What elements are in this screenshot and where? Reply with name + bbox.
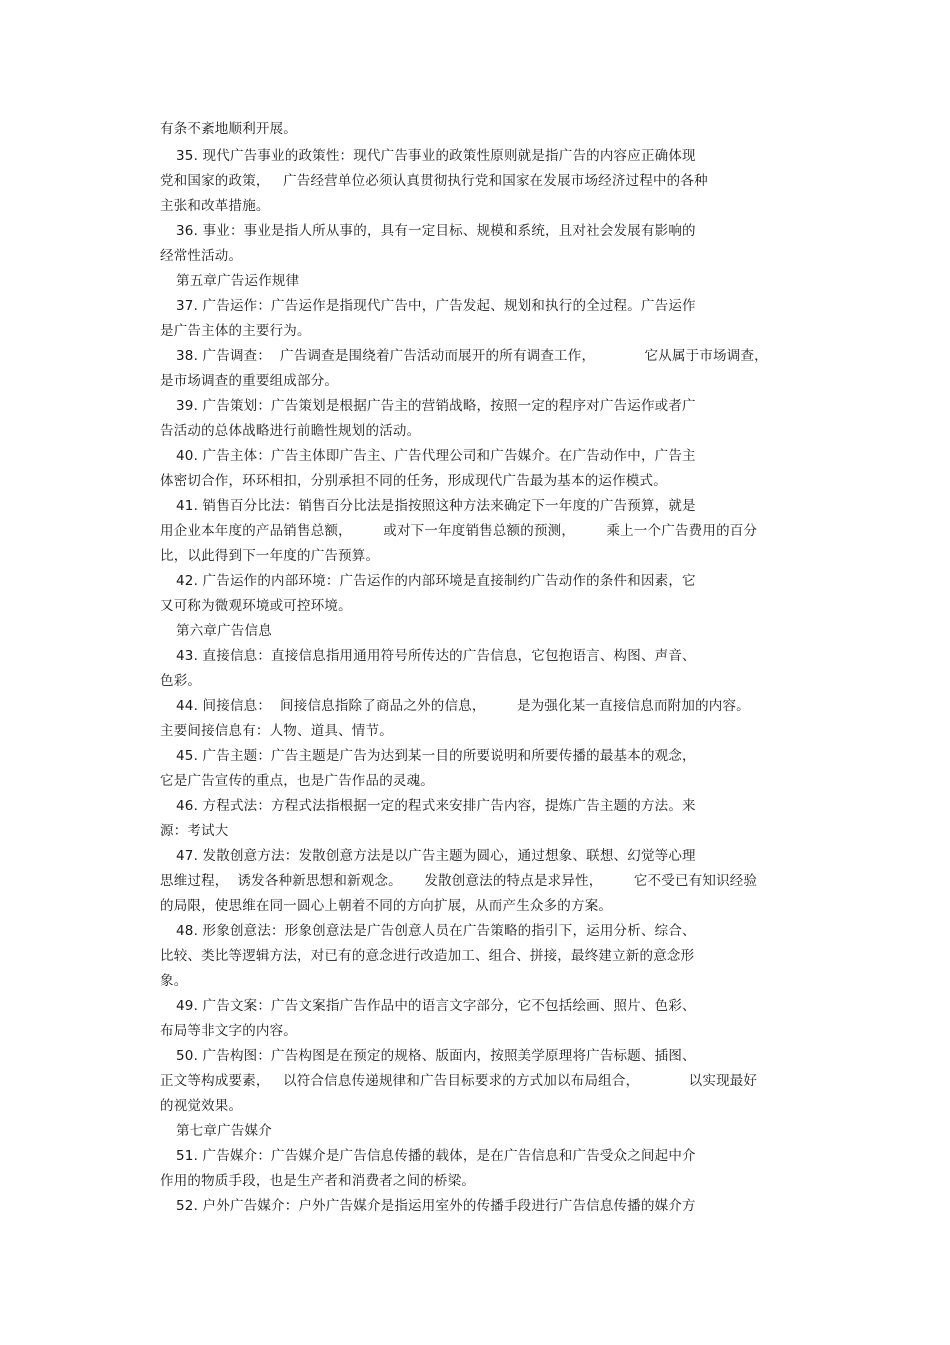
text-line: 有条不紊地顺利开展。 (160, 121, 297, 137)
text-line: 比较、类比等逻辑方法，对已有的意念进行改造加工、组合、拼接，最终建立新的意念形 (160, 948, 695, 964)
text-line: 39. 广告策划：广告策划是根据广告主的营销战略，按照一定的程序对广告运作或者广 (176, 398, 696, 414)
text-line: 49. 广告文案：广告文案指广告作品中的语言文字部分，它不包括绘画、照片、色彩、 (176, 998, 696, 1014)
text-line: 45. 广告主题：广告主题是广告为达到某一目的所要说明和所要传播的最基本的观念， (176, 748, 696, 764)
text-line: 是市场调查的重要组成部分。 (160, 373, 339, 389)
text-line: 又可称为微观环境或可控环境。 (160, 598, 352, 614)
text-line: 主张和改革措施。 (160, 198, 270, 214)
text-line: 36. 事业：事业是指人所从事的，具有一定目标、规模和系统，且对社会发展有影响的 (176, 223, 696, 239)
text-line: 源：考试大 (160, 823, 229, 839)
text-line: 色彩。 (160, 673, 202, 689)
text-line: 48. 形象创意法：形象创意法是广告创意人员在广告策略的指引下，运用分析、综合、 (176, 923, 696, 939)
text-line: 41. 销售百分比法：销售百分比法是指按照这种方法来确定下一年度的广告预算，就是 (176, 498, 696, 514)
text-line: 52. 户外广告媒介：户外广告媒介是指运用室外的传播手段进行广告信息传播的媒介方 (176, 1198, 696, 1214)
text-line: 的视觉效果。 (160, 1098, 243, 1114)
text-line: 作用的物质手段，也是生产者和消费者之间的桥梁。 (160, 1173, 476, 1189)
text-line: 第五章广告运作规律 (176, 273, 300, 289)
text-line: 42. 广告运作的内部环境：广告运作的内部环境是直接制约广告动作的条件和因素，它 (176, 573, 696, 589)
text-line: 思维过程， 诱发各种新思想和新观念。 发散创意法的特点是求异性， 它不受已有知识经验 (160, 873, 758, 889)
text-line: 主要间接信息有：人物、道具、情节。 (160, 723, 393, 739)
text-line: 50. 广告构图：广告构图是在预定的规格、版面内，按照美学原理将广告标题、插图、 (176, 1048, 696, 1064)
text-line: 告活动的总体战略进行前瞻性规划的活动。 (160, 423, 421, 439)
text-line: 第七章广告媒介 (176, 1123, 272, 1139)
text-line: 象。 (160, 973, 188, 989)
text-line: 38. 广告调查： 广告调查是围绕着广告活动而展开的所有调查工作， 它从属于市场调查， (176, 348, 768, 364)
text-line: 它是广告宣传的重点，也是广告作品的灵魂。 (160, 773, 434, 789)
text-line: 经常性活动。 (160, 248, 243, 264)
text-line: 44. 间接信息： 间接信息指除了商品之外的信息， 是为强化某一直接信息而附加的内容。 (176, 698, 750, 714)
text-line: 43. 直接信息：直接信息指用通用符号所传达的广告信息，它包抱语言、构图、声音、 (176, 648, 696, 664)
text-line: 40. 广告主体：广告主体即广告主、广告代理公司和广告媒介。在广告动作中，广告主 (176, 448, 696, 464)
text-line: 是广告主体的主要行为。 (160, 323, 311, 339)
text-line: 正文等构成要素， 以符合信息传递规律和广告目标要求的方式加以布局组合， 以实现最好 (160, 1073, 758, 1089)
text-line: 35. 现代广告事业的政策性：现代广告事业的政策性原则就是指广告的内容应正确体现 (176, 148, 696, 164)
text-line: 布局等非文字的内容。 (160, 1023, 297, 1039)
text-line: 用企业本年度的产品销售总额， 或对下一年度销售总额的预测， 乘上一个广告费用的百分 (160, 523, 758, 539)
text-line: 47. 发散创意方法：发散创意方法是以广告主题为圆心，通过想象、联想、幻觉等心理 (176, 848, 696, 864)
text-line: 体密切合作，环环相扣，分别承担不同的任务，形成现代广告最为基本的运作模式。 (160, 473, 667, 489)
text-line: 51. 广告媒介：广告媒介是广告信息传播的载体，是在广告信息和广告受众之间起中介 (176, 1148, 696, 1164)
text-line: 的局限，使思维在同一圆心上朝着不同的方向扩展，从而产生众多的方案。 (160, 898, 613, 914)
text-line: 党和国家的政策， 广告经营单位必须认真贯彻执行党和国家在发展市场经济过程中的各种 (160, 173, 708, 189)
text-line: 37. 广告运作：广告运作是指现代广告中，广告发起、规划和执行的全过程。广告运作 (176, 298, 696, 314)
text-line: 比，以此得到下一年度的广告预算。 (160, 548, 380, 564)
text-line: 第六章广告信息 (176, 623, 272, 639)
text-line: 46. 方程式法：方程式法指根据一定的程式来安排广告内容，提炼广告主题的方法。来 (176, 798, 696, 814)
